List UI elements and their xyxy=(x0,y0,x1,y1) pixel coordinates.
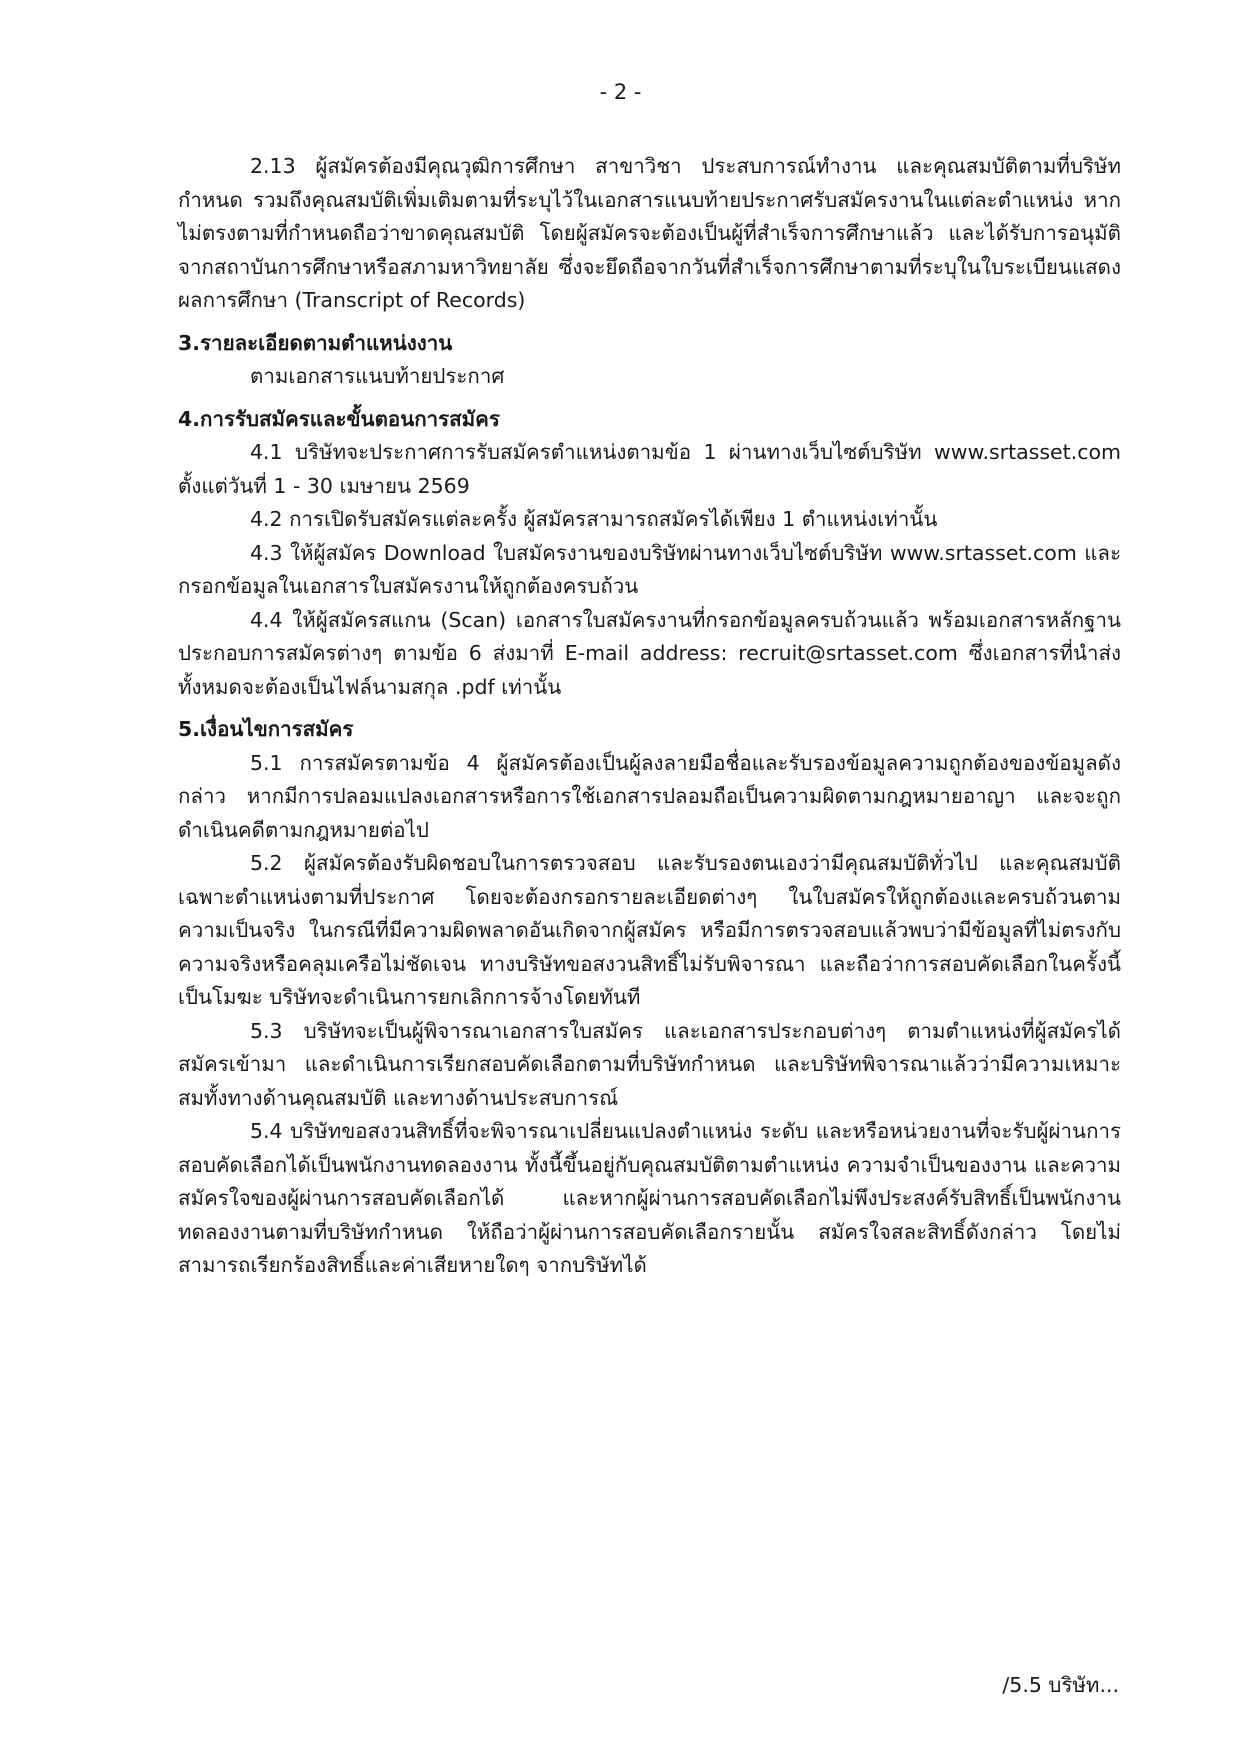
paragraph-4-2: 4.2 การเปิดรับสมัครแต่ละครั้ง ผู้สมัครสามารถสมัครได้เพียง 1 ตำแหน่งเท่านั้น xyxy=(250,507,938,531)
paragraph-4-1: 4.1 บริษัทจะประกาศการรับสมัครตำแหน่งตามข้อ 1 ผ่านทางเว็บไซต์บริษัท www.srtasset.com ตั้งแต่วันที่ 1 - 30 เมษายน 2569 xyxy=(178,440,1121,498)
paragraph-4-4: 4.4 ให้ผู้สมัครสแกน (Scan) เอกสารใบสมัครงานที่กรอกข้อมูลครบถ้วนแล้ว พร้อมเอกสารหลักฐานประกอบการสมัครต่างๆ ตามข้อ 6 ส่งมาที่ E-mail address: recruit@srtasset.com ซึ่งเอกสารที่นำส่งทั้งหมดจะต้องเป็นไฟล์นามสกุล .pdf เท่านั้น xyxy=(178,607,1121,699)
paragraph-4-3: 4.3 ให้ผู้สมัคร Download ใบสมัครงานของบริษัทผ่านทางเว็บไซต์บริษัท www.srtasset.com และกรอกข้อมูลในเอกสารใบสมัครงานให้ถูกต้องครบถ้วน xyxy=(178,540,1121,598)
heading-section-3: 3.รายละเอียดตามตำแหน่งงาน xyxy=(178,330,453,355)
paragraph-5-3: 5.3 บริษัทจะเป็นผู้พิจารณาเอกสารใบสมัคร และเอกสารประกอบต่างๆ ตามตำแหน่งที่ผู้สมัครได้สมัครเข้ามา และดำเนินการเรียกสอบคัดเลือกตามที่บริษัทกำหนด และบริษัทพิจารณาแล้วว่ามีความเหมาะสมทั้งทางด้านคุณสมบัติ และทางด้านประสบการณ์ xyxy=(178,1018,1121,1110)
paragraph-5-4: 5.4 บริษัทขอสงวนสิทธิ์ที่จะพิจารณาเปลี่ยนแปลงตำแหน่ง ระดับ และหรือหน่วยงานที่จะรับผู้ผ่านการสอบคัดเลือกได้เป็นพนักงานทดลองงาน ทั้งนี้ขึ้นอยู่กับคุณสมบัติตามตำแหน่ง ความจำเป็นของงาน และความสมัครใจของผู้ผ่านการสอบคัดเลือกได้ และหากผู้ผ่านการสอบคัดเลือกไม่พึงประสงค์รับสิทธิ์เป็นพนักงานทดลองงานตามที่บริษัทกำหนด ให้ถือว่าผู้ผ่านการสอบคัดเลือกรายนั้น สมัครใจสละสิทธิ์ดังกล่าว โดยไม่สามารถเรียกร้องสิทธิ์และค่าเสียหายใดๆ จากบริษัทได้ xyxy=(178,1119,1121,1277)
heading-section-4: 4.การรับสมัครและขั้นตอนการสมัคร xyxy=(178,406,500,431)
continuation-reference: /5.5 บริษัท... xyxy=(1002,1673,1119,1697)
paragraph-2-13: 2.13 ผู้สมัครต้องมีคุณวุฒิการศึกษา สาขาวิชา ประสบการณ์ทำงาน และคุณสมบัติตามที่บริษัทกำหนด รวมถึงคุณสมบัติเพิ่มเติมตามที่ระบุไว้ในเอกสารแนบท้ายประกาศรับสมัครงานในแต่ละตำแหน่ง หากไม่ตรงตามที่กำหนดถือว่าขาดคุณสมบัติ โดยผู้สมัครจะต้องเป็นผู้ที่สำเร็จการศึกษาแล้ว และได้รับการอนุมัติจากสถาบันการศึกษาหรือสภามหาวิทยาลัย ซึ่งจะยึดถือจากวันที่สำเร็จการศึกษาตามที่ระบุในใบระเบียนแสดงผลการศึกษา (Transcript of Records) xyxy=(178,154,1121,312)
heading-section-5: 5.เงื่อนไขการสมัคร xyxy=(178,717,354,741)
paragraph-5-1: 5.1 การสมัครตามข้อ 4 ผู้สมัครต้องเป็นผู้ลงลายมือชื่อและรับรองข้อมูลความถูกต้องของข้อมูลดังกล่าว หากมีการปลอมแปลงเอกสารหรือการใช้เอกสารปลอมถือเป็นความผิดตามกฎหมายอาญา และจะถูกดำเนินคดีตามกฎหมายต่อไป xyxy=(178,750,1121,842)
paragraph-3: ตามเอกสารแนบท้ายประกาศ xyxy=(250,364,505,388)
paragraph-5-2: 5.2 ผู้สมัครต้องรับผิดชอบในการตรวจสอบ และรับรองตนเองว่ามีคุณสมบัติทั่วไป และคุณสมบัติเฉพาะตำแหน่งตามที่ประกาศ โดยจะต้องกรอกรายละเอียดต่างๆ ในใบสมัครให้ถูกต้องและครบถ้วนตามความเป็นจริง ในกรณีที่มีความผิดพลาดอันเกิดจากผู้สมัคร หรือมีการตรวจสอบแล้วพบว่ามีข้อมูลที่ไม่ตรงกับความจริงหรือคลุมเครือไม่ชัดเจน ทางบริษัทขอสงวนสิทธิ์ไม่รับพิจารณา และถือว่าการสอบคัดเลือกในครั้งนี้เป็นโมฆะ บริษัทจะดำเนินการยกเลิกการจ้างโดยทันที xyxy=(178,851,1121,1009)
document-body xyxy=(178,150,1121,1283)
page-number: - 2 - xyxy=(599,80,642,104)
